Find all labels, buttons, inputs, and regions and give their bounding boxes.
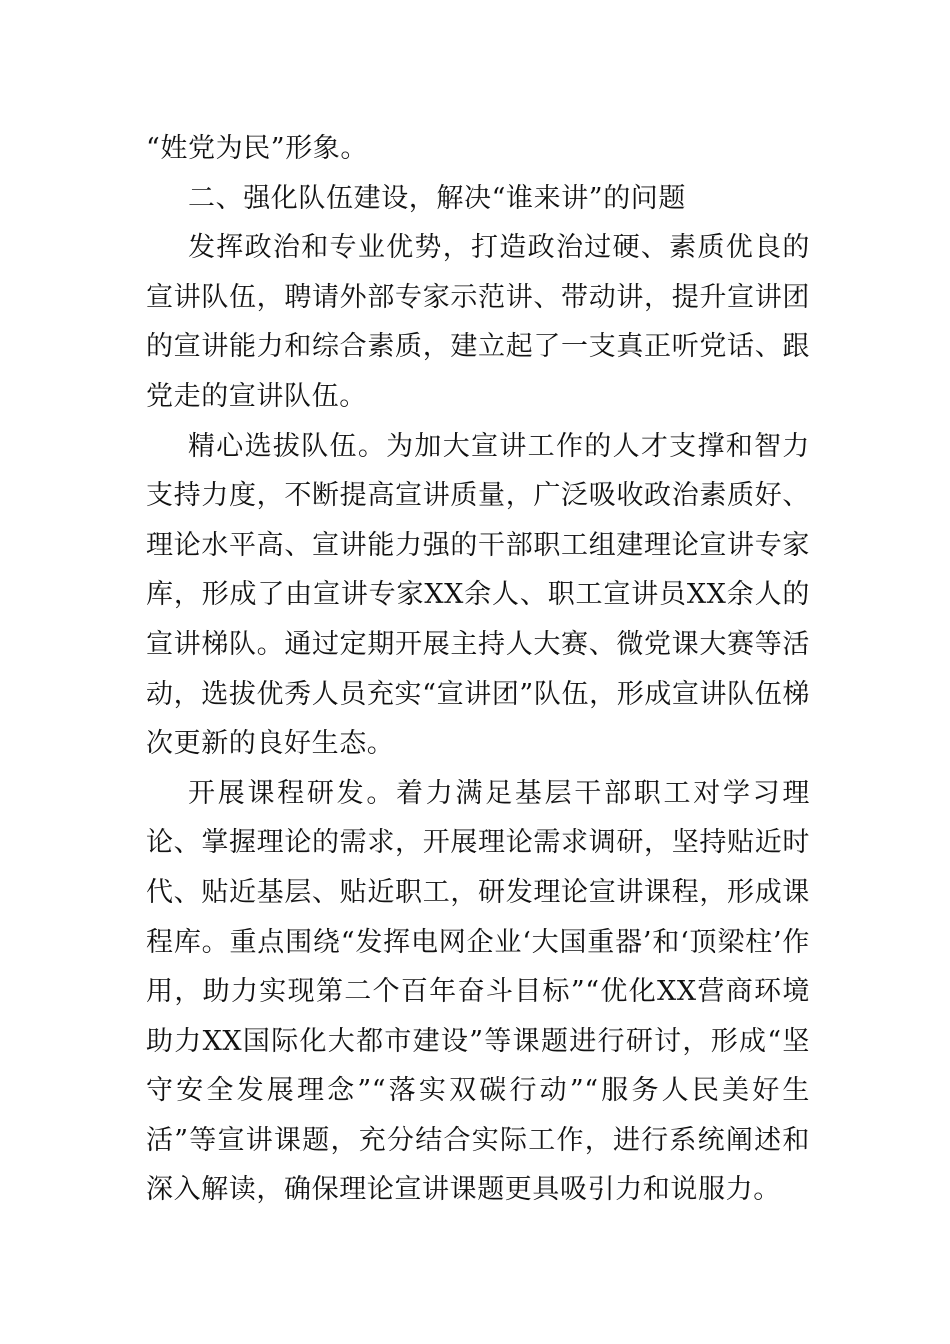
document-body bbox=[146, 124, 810, 1215]
paragraph-continuation: “姓党为民”形象。 bbox=[146, 133, 369, 164]
section-heading: 二、强化队伍建设，解决“谁来讲”的问题 bbox=[188, 182, 687, 214]
paragraph-intro: 发挥政治和专业优势，打造政治过硬、素质优良的宣讲队伍，聘请外部专家示范讲、带动讲，提升宣讲团的宣讲能力和综合素质，建立起了一支真正听党话、跟党走的宣讲队伍。 bbox=[146, 232, 810, 412]
paragraph-course-development: 开展课程研发。着力满足基层干部职工对学习理论、掌握理论的需求，开展理论需求调研，坚持贴近时代、贴近基层、贴近职工，研发理论宣讲课程，形成课程库。重点围绕“发挥电网企业‘大国重器’和‘顶梁柱’作用，助力实现第二个百年奋斗目标”“优化XX营商环境助力XX国际化大都市建设”等课题进行研讨，形成“坚守安全发展理念”“落实双碳行动”“服务人民美好生活”等宣讲课题，充分结合实际工作，进行系统阐述和深入解读，确保理论宣讲课题更具吸引力和说服力。 bbox=[146, 777, 810, 1206]
paragraph-team-selection: 精心选拔队伍。为加大宣讲工作的人才支撑和智力支持力度，不断提高宣讲质量，广泛吸收政治素质好、理论水平高、宣讲能力强的干部职工组建理论宣讲专家库，形成了由宣讲专家XX余人、职工宣讲员XX余人的宣讲梯队。通过定期开展主持人大赛、微党课大赛等活动，选拔优秀人员充实“宣讲团”队伍，形成宣讲队伍梯次更新的良好生态。 bbox=[146, 430, 810, 760]
